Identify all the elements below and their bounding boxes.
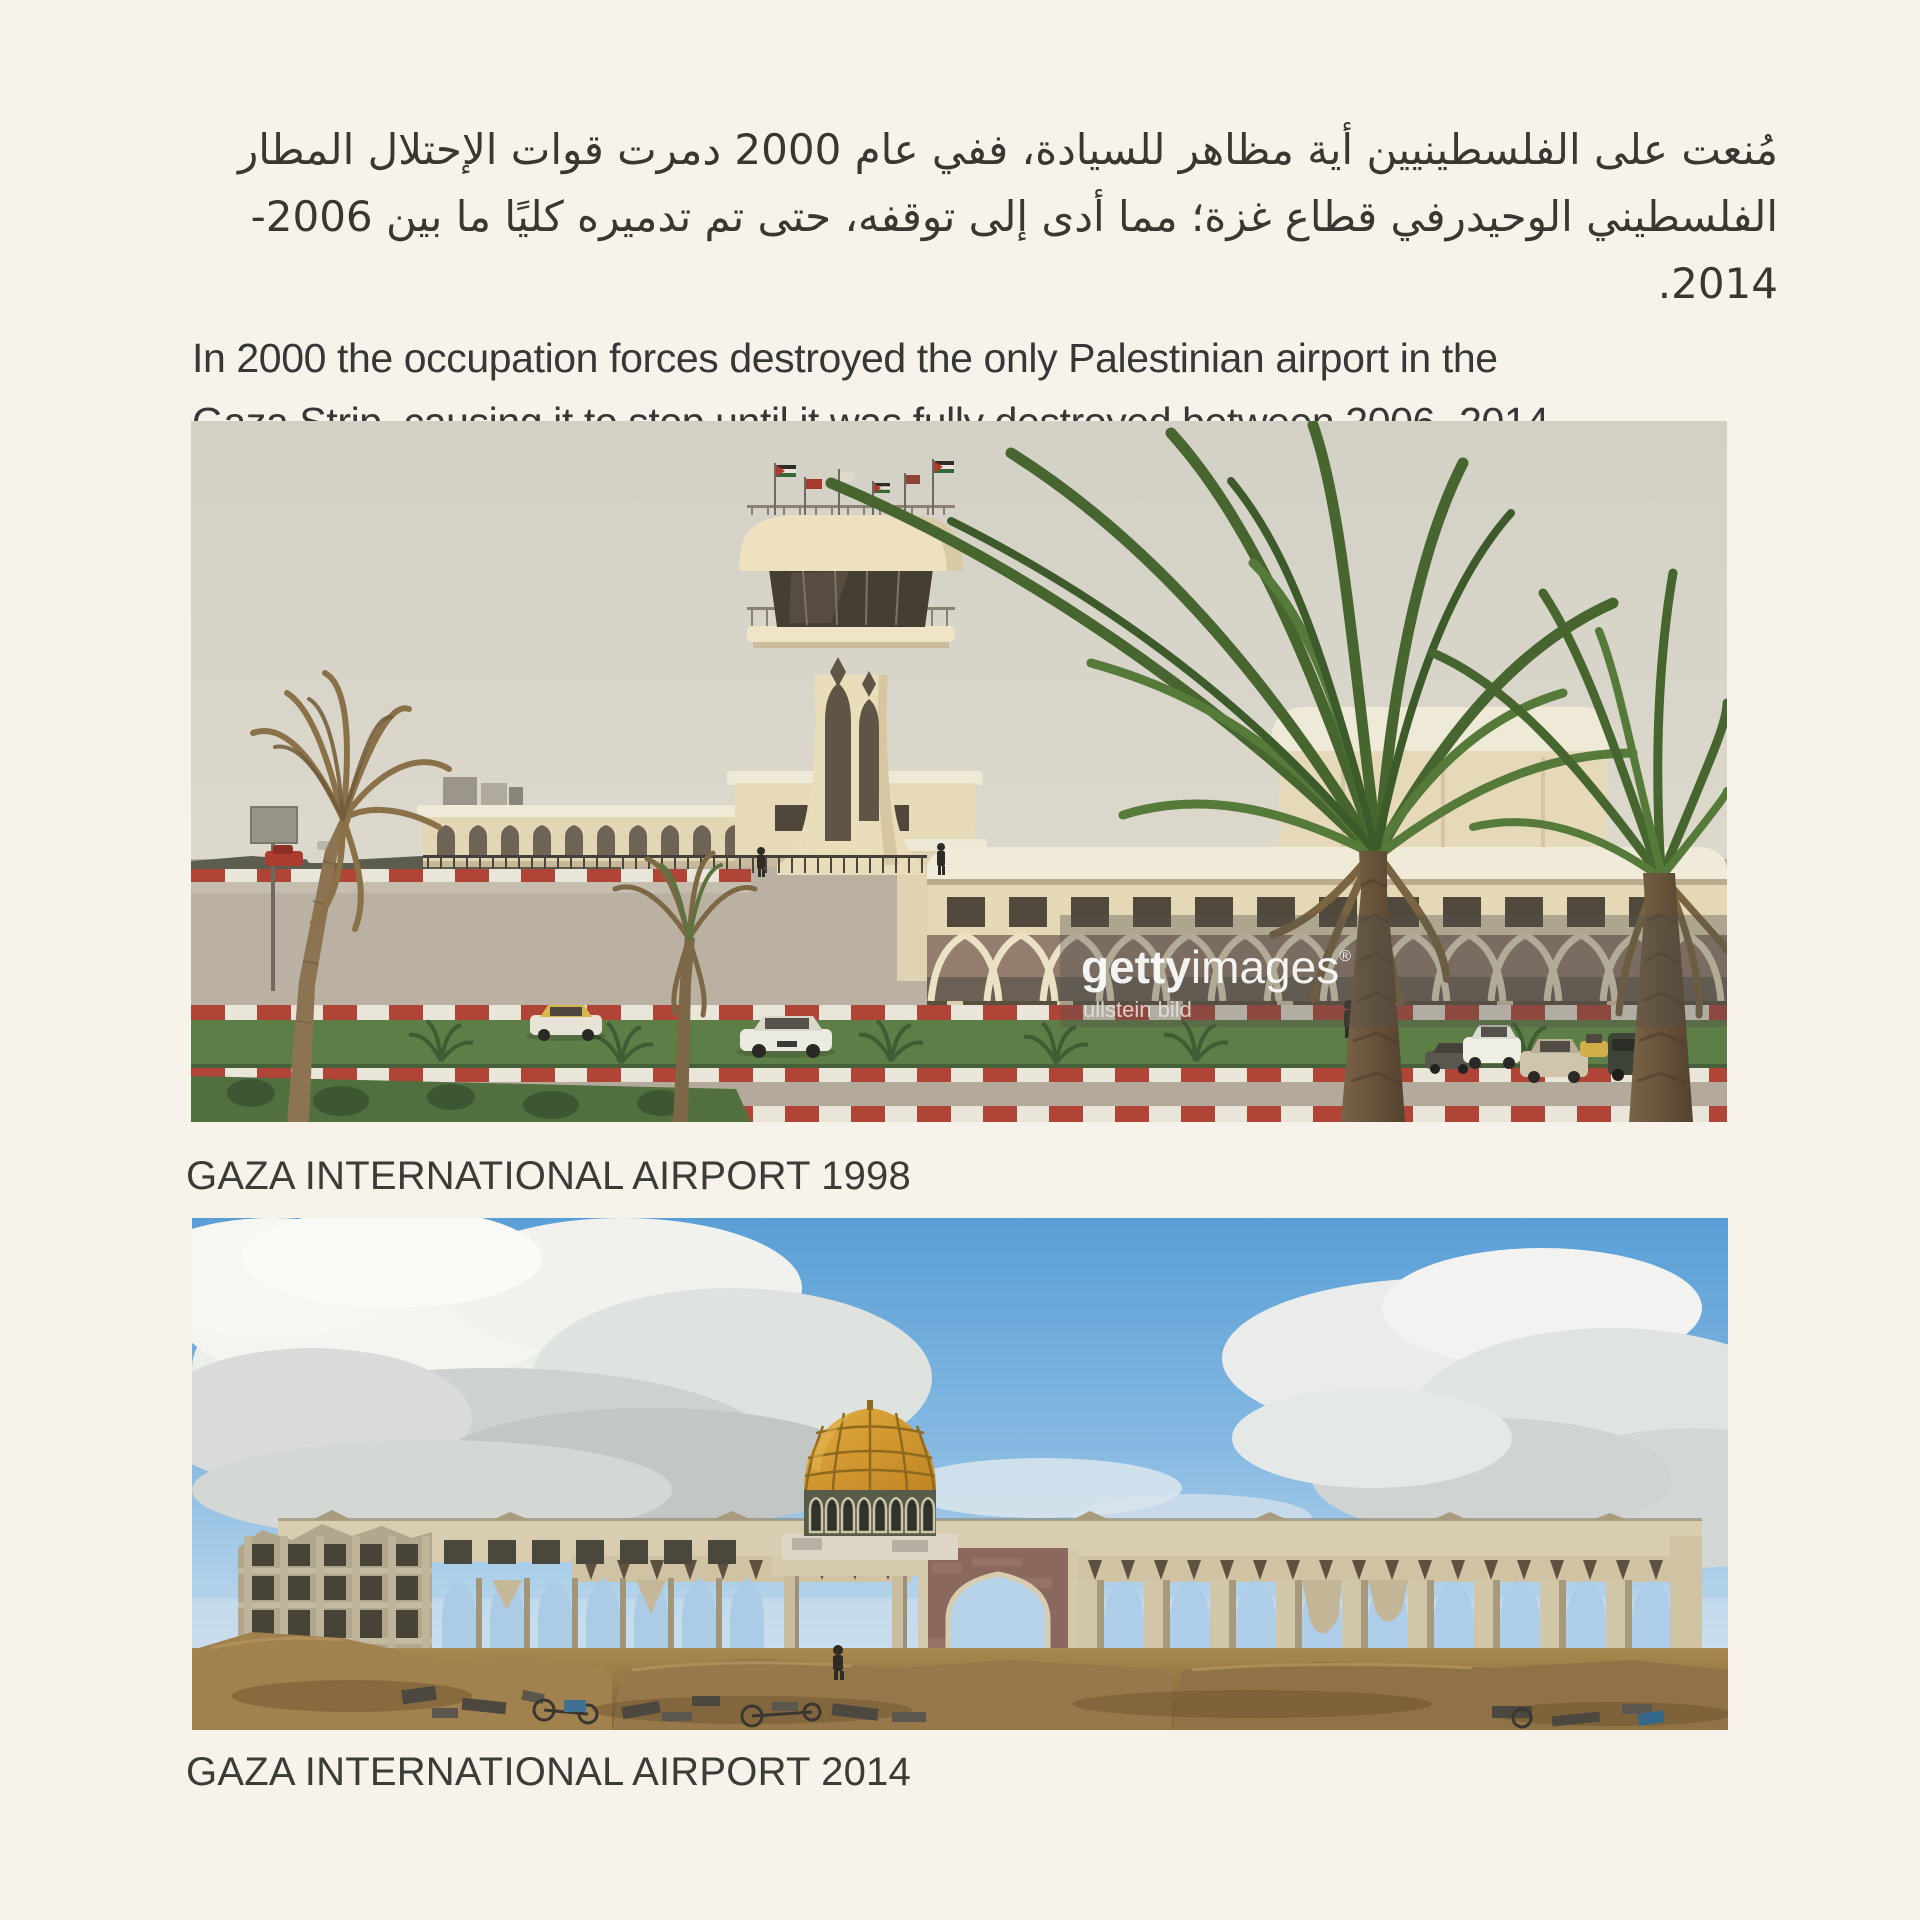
arabic-line-2: الفلسطيني الوحيدرفي قطاع غزة؛ مما أدى إلى توقفه، حتى تم تدميره كليًا ما بين 2006- [250, 192, 1778, 241]
caption-2014: GAZA INTERNATIONAL AIRPORT 2014 [186, 1750, 911, 1794]
arabic-line-1: مُنعت على الفلسطينيين أية مظاهر للسيادة، ففي عام 2000 دمرت قوات الإحتلال المطار [237, 125, 1778, 174]
arabic-paragraph [140, 116, 1778, 317]
photo-gaza-airport-1998 [191, 421, 1727, 1122]
watermark-credit: ullstein bild [1083, 997, 1192, 1022]
getty-watermark [1060, 915, 1727, 1027]
blue-tarp [564, 1700, 586, 1712]
photo-gaza-airport-2014 [192, 1218, 1728, 1730]
tower-arch-cutout [825, 683, 851, 841]
palestinian-flag [776, 465, 796, 477]
watermark-brand: gettyimages® [1081, 941, 1351, 993]
caption-1998: GAZA INTERNATIONAL AIRPORT 1998 [186, 1154, 911, 1198]
english-line-1: In 2000 the occupation forces destroyed the only Palestinian airport in the [192, 335, 1498, 381]
arabic-line-3: 2014. [1657, 259, 1778, 308]
